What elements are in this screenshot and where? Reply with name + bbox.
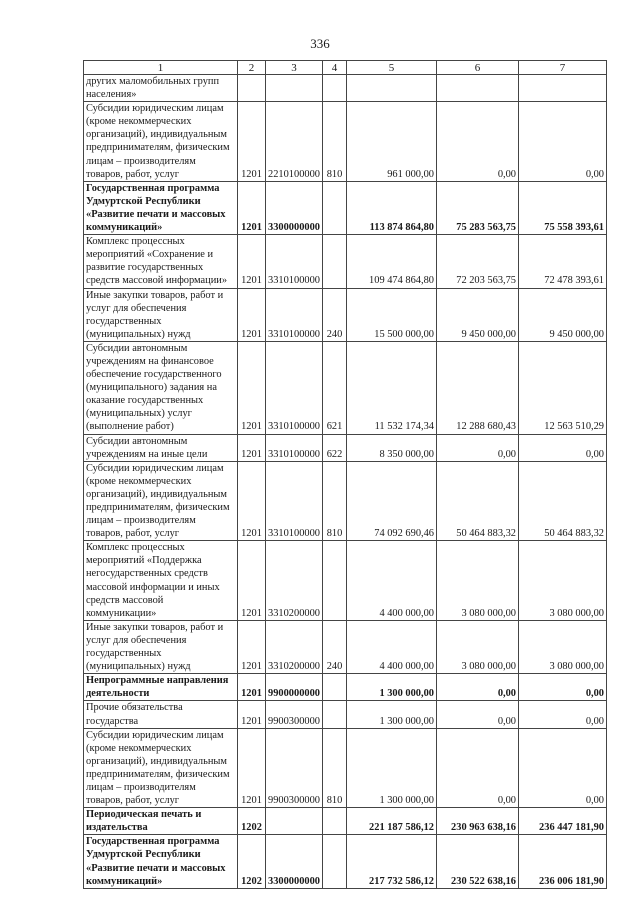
table-row	[84, 808, 607, 835]
amount-year2-cell: 0,00	[437, 102, 519, 182]
target-code-cell: 2210100000	[266, 102, 323, 182]
table-row	[84, 541, 607, 621]
row-name-cell: Субсидии юридическим лицам (кроме некоммерческих организаций), индивидуальным предпринимателям, физическим лицам – производителям товаров, работ, услуг	[84, 102, 238, 182]
expense-type-cell: 810	[323, 461, 347, 541]
row-name-cell: Иные закупки товаров, работ и услуг для обеспечения государственных (муниципальных) нужд	[84, 620, 238, 673]
target-code-cell: 9900000000	[266, 674, 323, 701]
expense-type-cell: 810	[323, 728, 347, 808]
section-code-cell: 1201	[238, 181, 266, 234]
section-code-cell: 1201	[238, 674, 266, 701]
amount-year2-cell: 0,00	[437, 728, 519, 808]
table-row	[84, 288, 607, 341]
expense-type-cell	[323, 75, 347, 102]
amount-year2-cell: 230 522 638,16	[437, 835, 519, 888]
expense-type-cell	[323, 701, 347, 728]
amount-year1-cell: 109 474 864,80	[347, 235, 437, 288]
section-code-cell	[238, 75, 266, 102]
section-code-cell: 1201	[238, 701, 266, 728]
amount-year1-cell: 74 092 690,46	[347, 461, 437, 541]
table-row	[84, 235, 607, 288]
section-code-cell: 1201	[238, 728, 266, 808]
amount-year1-cell: 8 350 000,00	[347, 434, 437, 461]
amount-year1-cell: 961 000,00	[347, 102, 437, 182]
table-row	[84, 835, 607, 888]
amount-year3-cell	[519, 75, 607, 102]
column-header: 7	[519, 61, 607, 75]
amount-year1-cell: 221 187 586,12	[347, 808, 437, 835]
column-number-row	[84, 61, 607, 75]
row-name-cell: Непрограммные направления деятельности	[84, 674, 238, 701]
amount-year1-cell: 1 300 000,00	[347, 701, 437, 728]
section-code-cell: 1201	[238, 434, 266, 461]
target-code-cell: 3310100000	[266, 341, 323, 434]
expense-type-cell	[323, 541, 347, 621]
table-row	[84, 341, 607, 434]
table-row	[84, 461, 607, 541]
target-code-cell: 9900300000	[266, 701, 323, 728]
amount-year3-cell: 3 080 000,00	[519, 541, 607, 621]
target-code-cell: 3310200000	[266, 541, 323, 621]
section-code-cell: 1201	[238, 541, 266, 621]
column-header: 4	[323, 61, 347, 75]
page-number: 336	[310, 36, 330, 51]
table-row	[84, 701, 607, 728]
amount-year2-cell: 230 963 638,16	[437, 808, 519, 835]
table-row	[84, 75, 607, 102]
row-name-cell: Субсидии автономным учреждениям на финансовое обеспечение государственного (муниципального) задания на оказание государственных (муниципальных) услуг (выполнение работ)	[84, 341, 238, 434]
table-row	[84, 674, 607, 701]
expense-type-cell	[323, 674, 347, 701]
amount-year2-cell: 9 450 000,00	[437, 288, 519, 341]
table-row	[84, 102, 607, 182]
target-code-cell	[266, 808, 323, 835]
column-header: 2	[238, 61, 266, 75]
section-code-cell: 1201	[238, 461, 266, 541]
amount-year2-cell: 0,00	[437, 434, 519, 461]
amount-year3-cell: 72 478 393,61	[519, 235, 607, 288]
row-name-cell: других маломобильных групп населения»	[84, 75, 238, 102]
row-name-cell: Комплекс процессных мероприятий «Сохранение и развитие государственных средств массовой информации»	[84, 235, 238, 288]
amount-year1-cell: 1 300 000,00	[347, 728, 437, 808]
section-code-cell: 1201	[238, 341, 266, 434]
target-code-cell: 3300000000	[266, 835, 323, 888]
target-code-cell: 3310100000	[266, 434, 323, 461]
amount-year2-cell: 12 288 680,43	[437, 341, 519, 434]
expense-type-cell: 240	[323, 288, 347, 341]
section-code-cell: 1201	[238, 235, 266, 288]
amount-year3-cell: 0,00	[519, 701, 607, 728]
amount-year3-cell: 0,00	[519, 434, 607, 461]
table-row	[84, 620, 607, 673]
expense-type-cell	[323, 808, 347, 835]
amount-year3-cell: 236 006 181,90	[519, 835, 607, 888]
amount-year1-cell: 11 532 174,34	[347, 341, 437, 434]
amount-year3-cell: 3 080 000,00	[519, 620, 607, 673]
row-name-cell: Субсидии автономным учреждениям на иные цели	[84, 434, 238, 461]
expense-type-cell: 621	[323, 341, 347, 434]
expense-type-cell: 622	[323, 434, 347, 461]
amount-year1-cell: 1 300 000,00	[347, 674, 437, 701]
table-row	[84, 728, 607, 808]
amount-year3-cell: 9 450 000,00	[519, 288, 607, 341]
amount-year3-cell: 12 563 510,29	[519, 341, 607, 434]
row-name-cell: Периодическая печать и издательства	[84, 808, 238, 835]
expense-type-cell: 810	[323, 102, 347, 182]
table-row	[84, 181, 607, 234]
column-header: 5	[347, 61, 437, 75]
amount-year2-cell: 75 283 563,75	[437, 181, 519, 234]
amount-year2-cell: 72 203 563,75	[437, 235, 519, 288]
expense-type-cell	[323, 835, 347, 888]
amount-year1-cell: 113 874 864,80	[347, 181, 437, 234]
amount-year2-cell: 0,00	[437, 674, 519, 701]
target-code-cell: 3310200000	[266, 620, 323, 673]
amount-year1-cell: 4 400 000,00	[347, 620, 437, 673]
amount-year1-cell: 15 500 000,00	[347, 288, 437, 341]
amount-year2-cell	[437, 75, 519, 102]
target-code-cell: 9900300000	[266, 728, 323, 808]
amount-year3-cell: 75 558 393,61	[519, 181, 607, 234]
amount-year2-cell: 3 080 000,00	[437, 620, 519, 673]
row-name-cell: Государственная программа Удмуртской Республики «Развитие печати и массовых коммуникаций»	[84, 181, 238, 234]
table-row	[84, 434, 607, 461]
column-header: 1	[84, 61, 238, 75]
amount-year1-cell	[347, 75, 437, 102]
row-name-cell: Государственная программа Удмуртской Республики «Развитие печати и массовых коммуникаций»	[84, 835, 238, 888]
section-code-cell: 1201	[238, 102, 266, 182]
target-code-cell: 3300000000	[266, 181, 323, 234]
amount-year3-cell: 0,00	[519, 728, 607, 808]
row-name-cell: Иные закупки товаров, работ и услуг для обеспечения государственных (муниципальных) нужд	[84, 288, 238, 341]
amount-year1-cell: 4 400 000,00	[347, 541, 437, 621]
row-name-cell: Прочие обязательства государства	[84, 701, 238, 728]
column-header: 3	[266, 61, 323, 75]
expense-type-cell	[323, 181, 347, 234]
target-code-cell	[266, 75, 323, 102]
section-code-cell: 1201	[238, 620, 266, 673]
amount-year3-cell: 0,00	[519, 674, 607, 701]
section-code-cell: 1201	[238, 288, 266, 341]
amount-year3-cell: 50 464 883,32	[519, 461, 607, 541]
amount-year3-cell: 0,00	[519, 102, 607, 182]
section-code-cell: 1202	[238, 808, 266, 835]
target-code-cell: 3310100000	[266, 288, 323, 341]
target-code-cell: 3310100000	[266, 235, 323, 288]
expense-type-cell	[323, 235, 347, 288]
row-name-cell: Субсидии юридическим лицам (кроме некоммерческих организаций), индивидуальным предпринимателям, физическим лицам – производителям товаров, работ, услуг	[84, 728, 238, 808]
budget-table	[83, 60, 607, 889]
row-name-cell: Субсидии юридическим лицам (кроме некоммерческих организаций), индивидуальным предпринимателям, физическим лицам – производителям товаров, работ, услуг	[84, 461, 238, 541]
section-code-cell: 1202	[238, 835, 266, 888]
amount-year3-cell: 236 447 181,90	[519, 808, 607, 835]
amount-year1-cell: 217 732 586,12	[347, 835, 437, 888]
expense-type-cell: 240	[323, 620, 347, 673]
amount-year2-cell: 50 464 883,32	[437, 461, 519, 541]
amount-year2-cell: 3 080 000,00	[437, 541, 519, 621]
row-name-cell: Комплекс процессных мероприятий «Поддержка негосударственных средств массовой информации и иных средств массовой коммуникации»	[84, 541, 238, 621]
target-code-cell: 3310100000	[266, 461, 323, 541]
amount-year2-cell: 0,00	[437, 701, 519, 728]
column-header: 6	[437, 61, 519, 75]
